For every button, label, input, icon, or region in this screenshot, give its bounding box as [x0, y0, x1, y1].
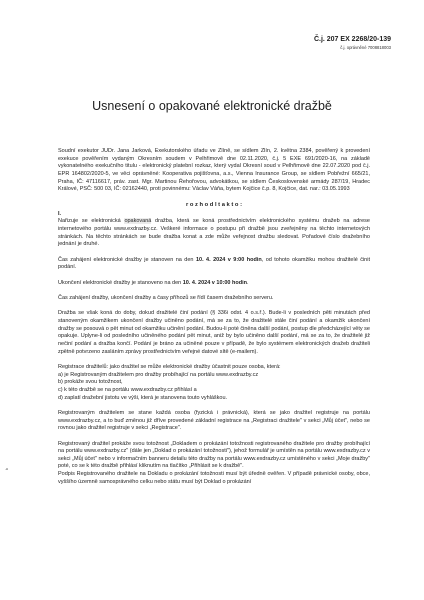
paragraph-registration-lead: Registrace dražitelů: jako dražitel se může elektronické dražby účastnit pouze osoba, která: — [58, 363, 281, 370]
reference-number: Č.j. 207 EX 2268/20-139 — [313, 36, 391, 43]
paragraph-server-time: Čas zahájení dražby, ukončení dražby a časy příhozů se řídí časem dražebního serveru. — [58, 294, 274, 301]
paragraph-identity-proof: Registrovaný dražitel prokáže svou totožnost „Dokladem o prokázání totožnosti registrovaného dražitele pro dražby probíhající na portálu www.exdrazby.cz" (dále jen „Doklad o prokázání totožnosti"), jehož formulář je umístěn na portálu www.exdrazby.cz v sekci „Můj účet" nebo v informačním banneru detailu této dražby na portálu www.exdrazby.cz umístěného v sekci „Moje dražby" poté, co se k této dražbě přihlásí kliknutím na tlačítko „Přihlásit se k dražbě". — [58, 440, 370, 470]
paragraph-text: Nařizuje se elektronická — [58, 218, 125, 225]
registration-item-a: a) je Registrovaným dražitelem pro dražby probíhající na portálu www.exdrazby.cz — [58, 371, 259, 378]
paragraph-text: Ukončení elektronické dražby je stanoveno na den — [58, 279, 183, 286]
reference-block — [314, 35, 391, 51]
paragraph-auction-rules: Dražba se však koná do doby, dokud dražitelé činí podání (§ 336i odst. 4 o.s.ř.). Bude-li v posledních pěti minutách před stanoveným okamžikem ukončení dražby učiněno podání, má se za to, že dražitelé stále činí podání a okamžik ukončení dražby se posouvá o pět minut od okamžiku učinění podání. Budou-li poté činěna další podání, postup dle předcházející věty se opakuje. Uplyne-li od posledního učiněného podání pět minut, aniž by bylo učiněno další podání, má se za to, že dražitelé již nečiní podání a dražba končí. Podání je bráno za učiněné pouze v případě, že bylo systémem elektronických dražeb dražiteli zpětně potvrzeno zasláním zprávy prostřednictvím veřejné datové sítě (e-mailem). — [58, 310, 370, 355]
paragraph-text: , od tohoto okamžiku mohou dražitelé činit podání. — [58, 256, 370, 271]
decision-heading: r o z h o d l t a k t o : — [185, 201, 243, 208]
registration-item-b: b) prokáže svou totožnost, — [58, 379, 123, 386]
start-datetime: 10. 4. 2024 v 9:00 hodin — [195, 256, 262, 263]
document-title: Usnesení o opakované elektronické dražbě — [92, 99, 332, 113]
intro-paragraph: Soudní exekutor JUDr. Jana Jarková, Exekutorského úřadu ve Zlíně, se sídlem Zlín, 2. května 2384, pověřený k provedení exekuce pověřením vydaným Okresním soudem v Pelhřimově dne 02.11.2020, č.j. 5 EXE 691/2020-16, na základě vykonatelného exekučního titulu - elektronický platební rozkaz, který vydal Okresní soud v Pelhřimově dne 22.07.2020 pod č.j. EPR 164802/2020-5, ve věci oprávněné: Kooperativa pojišťovna, a.s., Vienna Insurance Group, se sídlem Pobřežní 665/21, Praha, IČ: 47116617, práv. zast. Mgr. Martinou Řehořovou, advokátkou, se sídlem Československé armády 287/19, Hradec Králové, PSČ: 500 03, IČ: 02162440, proti povinnému: Václav Váňa, bytem Kojčice č.p. 8, Kojčice, dat. nar.: 03.05.1993 — [58, 148, 370, 193]
highlighted-word: opakovaná — [124, 218, 152, 225]
paragraph-signature: Podpis Registrovaného dražitele na Dokladu o prokázání totožnosti musí být úředně ověřen. V případě právnické osoby, obce, vyššího územně samosprávného celku nebo státu musí být Doklad o prokázání — [58, 471, 370, 485]
section-number: I. — [58, 210, 62, 217]
paragraph-text: dražba, která se koná prostřednictvím elektronického systému dražeb na adrese internetového portálu www.exdrazby.cz. Veškeré informace o postupu při dražbě jsou zveřejněny na těchto internetových stránkách. Na těchto stránkách se bude dražba konat a zde může veřejnost dražbu sledovat. Pořadové číslo dražebního jednání je druhé. — [58, 218, 370, 248]
registration-item-c: c) k této dražbě se na portálu www.exdrazby.cz přihlásí a — [58, 386, 197, 393]
margin-mark: k — [4, 468, 9, 470]
registration-item-d: d) zaplatí dražební jistotu ve výši, která je stanovena touto vyhláškou. — [58, 394, 228, 401]
paragraph-text: . — [246, 279, 249, 286]
reference-identifier: č.j. oprávněné 7008818003 — [340, 45, 391, 50]
paragraph-start-time — [58, 257, 370, 272]
paragraph-registered-bidder: Registrovaným dražitelem se stane každá osoba (fyzická i právnická), která se jako dražitel registruje na portálu www.exdrazby.cz, a to buď změnou již dříve provedené základní registrace na „Registraci dražitele" v sekci „Můj účet", nebo se rovnou jako dražitel registruje v sekci „Registrace". — [58, 409, 370, 432]
paragraph-text: Čas zahájení elektronické dražby je stanoven na den — [58, 256, 196, 263]
end-datetime: 10. 4. 2024 v 10:00 hodin — [182, 279, 247, 286]
paragraph-end-time — [58, 280, 370, 288]
paragraph-auction-order — [58, 218, 370, 249]
document-body — [58, 148, 370, 486]
